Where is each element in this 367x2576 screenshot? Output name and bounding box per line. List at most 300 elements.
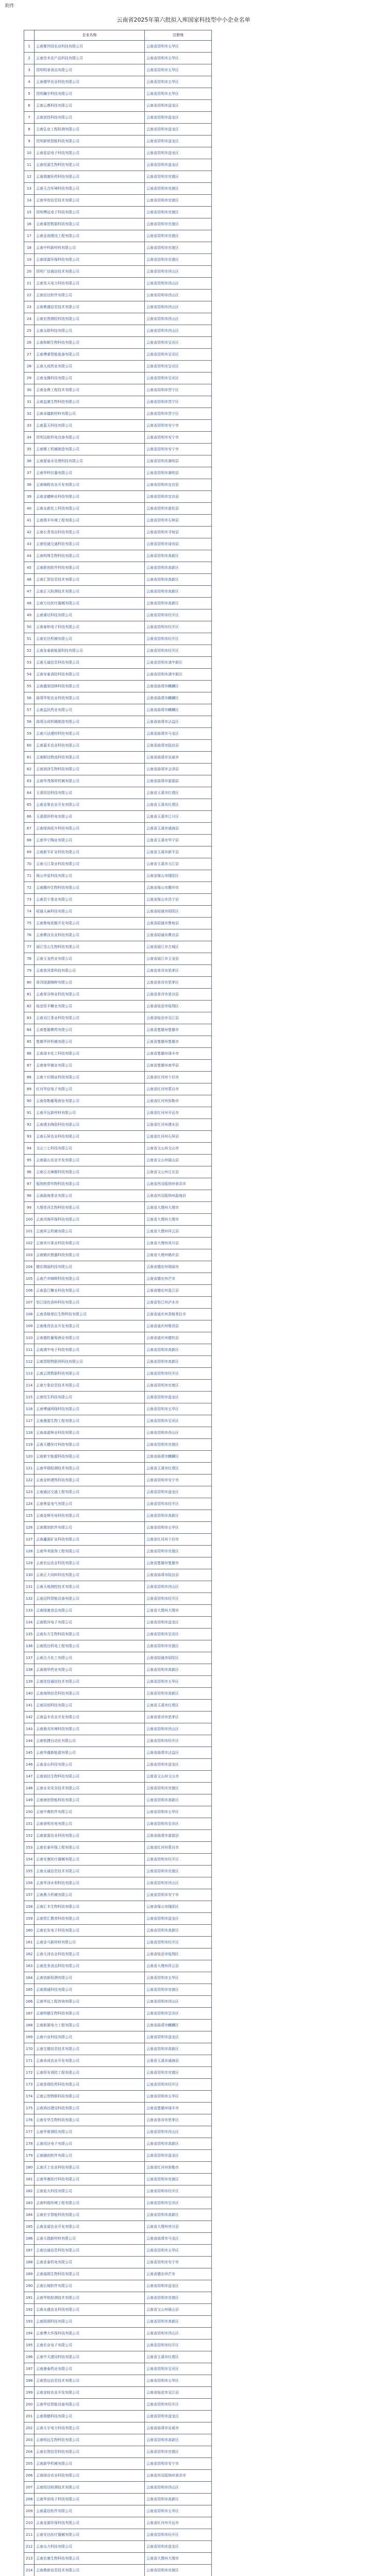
registered-location: 云南省昆明市盘龙区 bbox=[145, 2411, 212, 2422]
row-index: 138 bbox=[24, 1664, 35, 1676]
row-index: 121 bbox=[24, 1463, 35, 1475]
registered-location: 云南省昆明市五华区 bbox=[145, 76, 212, 88]
table-row bbox=[24, 609, 212, 621]
table-row bbox=[24, 2067, 212, 2079]
table-row bbox=[24, 586, 212, 598]
row-index: 205 bbox=[24, 2458, 35, 2470]
table-row bbox=[24, 64, 212, 76]
company-name: 云南润达生物科技有限公司 bbox=[35, 1771, 145, 1783]
registered-location: 云南省红河州石屏县 bbox=[145, 1131, 212, 1143]
registered-location: 云南省德宏州瑞丽市 bbox=[145, 1261, 212, 1273]
row-index: 28 bbox=[24, 361, 35, 372]
table-row bbox=[24, 538, 212, 550]
table-body bbox=[24, 41, 212, 2576]
row-index: 83 bbox=[24, 1012, 35, 1024]
row-index: 2 bbox=[24, 53, 35, 64]
registered-location: 云南省昆明市呈贡区 bbox=[145, 349, 212, 361]
table-row bbox=[24, 1356, 212, 1368]
registered-location: 云南省昆明市官渡区 bbox=[145, 183, 212, 195]
company-name: 云南龙腾科技有限公司 bbox=[35, 372, 145, 384]
company-name: 云南益丰农业开发有限公司 bbox=[35, 1711, 145, 1723]
registered-location: 云南省昆明市经开区 bbox=[145, 1735, 212, 1747]
company-name: 云南康源生物工程有限公司 bbox=[35, 1415, 145, 1427]
table-row bbox=[24, 752, 212, 764]
registered-location: 云南省昆明市官渡区 bbox=[145, 207, 212, 218]
row-index: 15 bbox=[24, 207, 35, 218]
company-name: 云南维西农业开发有限公司 bbox=[35, 1320, 145, 1332]
table-row bbox=[24, 2043, 212, 2055]
company-name: 云南恒生科技有限公司 bbox=[35, 1392, 145, 1403]
row-index: 30 bbox=[24, 384, 35, 396]
registered-location: 云南省昆明市晋宁区 bbox=[145, 408, 212, 420]
row-index: 17 bbox=[24, 230, 35, 242]
table-row bbox=[24, 1842, 212, 1854]
table-row bbox=[24, 1475, 212, 1486]
company-name: 云南星辰电子科技有限公司 bbox=[35, 147, 145, 159]
company-name: 云南永新化工科技有限公司 bbox=[35, 503, 145, 515]
registered-location: 云南省昆明市官渡区 bbox=[145, 2174, 212, 2185]
company-name: 云南明珠生物科技有限公司 bbox=[35, 550, 145, 562]
table-row bbox=[24, 1048, 212, 1060]
row-index: 32 bbox=[24, 408, 35, 420]
table-row bbox=[24, 467, 212, 479]
row-index: 25 bbox=[24, 325, 35, 337]
company-name: 云南华创电子科技有限公司 bbox=[35, 2494, 145, 2505]
company-name: 云南楚雄彝药有限公司 bbox=[35, 1024, 145, 1036]
registered-location: 云南省昆明市官渡区 bbox=[145, 1640, 212, 1652]
row-index: 102 bbox=[24, 1238, 35, 1249]
table-row bbox=[24, 1320, 212, 1332]
registered-location: 云南省昆明市西山区 bbox=[145, 1723, 212, 1735]
company-name: 云南源泉水处理科技有限公司 bbox=[35, 455, 145, 467]
row-index: 201 bbox=[24, 2411, 35, 2422]
company-name: 云南瑞康医药科技有限公司 bbox=[35, 171, 145, 183]
company-name: 云南众联科技有限公司 bbox=[35, 325, 145, 337]
registered-location: 云南省昆明市西山区 bbox=[145, 313, 212, 325]
table-row bbox=[24, 2565, 212, 2576]
registered-location: 云南省昆明市高新区 bbox=[145, 1356, 212, 1368]
registered-location: 云南省大理州祥云县 bbox=[145, 1960, 212, 1972]
registered-location: 云南省昆明市五华区 bbox=[145, 1806, 212, 1818]
row-index: 167 bbox=[24, 2008, 35, 2020]
company-name: 云南普瑞医药科技有限公司 bbox=[35, 2079, 145, 2091]
registered-location: 云南省昆明市晋宁区 bbox=[145, 396, 212, 408]
row-index: 194 bbox=[24, 2328, 35, 2340]
row-index: 4 bbox=[24, 76, 35, 88]
enterprise-table bbox=[24, 30, 212, 2576]
company-name: 云南华美装饰工程有限公司 bbox=[35, 1546, 145, 1557]
company-name: 云南锐捷自动化有限公司 bbox=[35, 1735, 145, 1747]
company-name: 云南昊天电力科技有限公司 bbox=[35, 278, 145, 290]
registered-location: 云南省昆明市安宁市 bbox=[145, 2257, 212, 2268]
table-row bbox=[24, 2328, 212, 2340]
company-name: 云南东方生物科技有限公司 bbox=[35, 1629, 145, 1640]
row-index: 128 bbox=[24, 1546, 35, 1557]
row-index: 185 bbox=[24, 2221, 35, 2233]
table-row bbox=[24, 1510, 212, 1522]
row-index: 97 bbox=[24, 1178, 35, 1190]
table-row bbox=[24, 1498, 212, 1510]
company-name: 云南同达电子有限公司 bbox=[35, 2138, 145, 2150]
table-row bbox=[24, 515, 212, 527]
row-index: 58 bbox=[24, 716, 35, 728]
company-name: 云南金泰新能源科技有限公司 bbox=[35, 645, 145, 657]
company-name: 云南华泽水利科技有限公司 bbox=[35, 1877, 145, 1889]
table-row bbox=[24, 1344, 212, 1356]
company-name: 云南瑞丰环境工程有限公司 bbox=[35, 515, 145, 527]
row-index: 36 bbox=[24, 455, 35, 467]
table-row bbox=[24, 633, 212, 645]
registered-location: 云南省曲靖市麒麟区 bbox=[145, 2020, 212, 2031]
registered-location: 云南省昆明市高新区 bbox=[145, 550, 212, 562]
table-row bbox=[24, 1984, 212, 1996]
company-name: 云南云鼎科技有限公司 bbox=[35, 100, 145, 112]
row-index: 195 bbox=[24, 2340, 35, 2351]
row-index: 110 bbox=[24, 1332, 35, 1344]
registered-location: 云南省昆明市嵩明县 bbox=[145, 455, 212, 467]
table-row bbox=[24, 2233, 212, 2245]
row-index: 44 bbox=[24, 550, 35, 562]
registered-location: 云南省昆明市呈贡区 bbox=[145, 337, 212, 349]
table-row bbox=[24, 1439, 212, 1451]
table-row bbox=[24, 479, 212, 491]
row-index: 203 bbox=[24, 2434, 35, 2446]
table-row bbox=[24, 2434, 212, 2446]
row-index: 82 bbox=[24, 1001, 35, 1012]
registered-location: 云南省昆明市高新区 bbox=[145, 1344, 212, 1356]
company-name: 云南金桥建筑科技有限公司 bbox=[35, 1475, 145, 1486]
row-index: 16 bbox=[24, 218, 35, 230]
registered-location: 云南省昆明市官渡区 bbox=[145, 254, 212, 266]
table-row bbox=[24, 1747, 212, 1759]
company-name: 云南达通信息科技有限公司 bbox=[35, 2245, 145, 2257]
company-name: 云南顺达物流科技有限公司 bbox=[35, 752, 145, 764]
registered-location: 云南省昆明市宜良县 bbox=[145, 491, 212, 503]
registered-location: 云南省曲靖市麒麟区 bbox=[145, 681, 212, 692]
row-index: 68 bbox=[24, 835, 35, 846]
row-index: 114 bbox=[24, 1380, 35, 1392]
company-name: 云南宝德信息技术有限公司 bbox=[35, 2043, 145, 2055]
row-index: 197 bbox=[24, 2363, 35, 2375]
row-index: 209 bbox=[24, 2505, 35, 2517]
company-name: 云南兴达建材科技有限公司 bbox=[35, 728, 145, 740]
table-row bbox=[24, 835, 212, 846]
company-name: 云南宏泰环保工程有限公司 bbox=[35, 1842, 145, 1854]
header-registered-location: 注册地 bbox=[145, 30, 212, 41]
company-name: 楚雄华祥机械有限公司 bbox=[35, 1036, 145, 1048]
table-row bbox=[24, 2103, 212, 2114]
row-index: 57 bbox=[24, 704, 35, 716]
row-index: 192 bbox=[24, 2304, 35, 2316]
row-index: 146 bbox=[24, 1759, 35, 1771]
table-row bbox=[24, 562, 212, 574]
row-index: 175 bbox=[24, 2103, 35, 2114]
table-row bbox=[24, 1664, 212, 1676]
table-row bbox=[24, 88, 212, 100]
table-row bbox=[24, 1866, 212, 1877]
table-row bbox=[24, 2185, 212, 2197]
row-index: 50 bbox=[24, 621, 35, 633]
table-row bbox=[24, 313, 212, 325]
company-name: 云南天泽农业科技有限公司 bbox=[35, 1948, 145, 1960]
table-row bbox=[24, 1569, 212, 1581]
company-name: 云南创新检测有限公司 bbox=[35, 1972, 145, 1984]
registered-location: 云南省昆明市经开区 bbox=[145, 633, 212, 645]
registered-location: 云南省昆明市经开区 bbox=[145, 2399, 212, 2411]
registered-location: 云南省昆明市经开区 bbox=[145, 1937, 212, 1948]
row-index: 39 bbox=[24, 491, 35, 503]
table-row bbox=[24, 1463, 212, 1475]
registered-location: 云南省昆明市宜良县 bbox=[145, 479, 212, 491]
table-row bbox=[24, 1095, 212, 1107]
registered-location: 云南省楚雄州楚雄市 bbox=[145, 1024, 212, 1036]
row-index: 18 bbox=[24, 242, 35, 254]
table-row bbox=[24, 195, 212, 207]
table-row bbox=[24, 681, 212, 692]
company-name: 昆明广信通信技术有限公司 bbox=[35, 266, 145, 278]
table-row bbox=[24, 1629, 212, 1640]
registered-location: 云南省昆明市官渡区 bbox=[145, 1439, 212, 1451]
company-name: 云南香格里拉生物科技有限公司 bbox=[35, 1309, 145, 1320]
company-name: 云南博睿智能装备有限公司 bbox=[35, 349, 145, 361]
registered-location: 云南省红河州弥勒市 bbox=[145, 2162, 212, 2174]
row-index: 85 bbox=[24, 1036, 35, 1048]
registered-location: 云南省昆明市滇中新区 bbox=[145, 669, 212, 681]
company-name: 云南恒安消防工程有限公司 bbox=[35, 2067, 145, 2079]
table-row bbox=[24, 41, 212, 53]
company-name: 云南星火科技有限公司 bbox=[35, 2185, 145, 2197]
company-name: 云南华夏测绘有限公司 bbox=[35, 2126, 145, 2138]
registered-location: 云南省昆明市高新区 bbox=[145, 1794, 212, 1806]
table-row bbox=[24, 2351, 212, 2363]
company-name: 昆明明承食品有限公司 bbox=[35, 64, 145, 76]
table-row bbox=[24, 2340, 212, 2351]
registered-location: 云南省曲靖市麒麟区 bbox=[145, 1451, 212, 1463]
row-index: 172 bbox=[24, 2067, 35, 2079]
company-name: 云南创佳科技有限公司 bbox=[35, 112, 145, 124]
company-name: 云南恒达检测技术有限公司 bbox=[35, 2482, 145, 2494]
row-index: 163 bbox=[24, 1960, 35, 1972]
company-name: 云南通达交通工程有限公司 bbox=[35, 1486, 145, 1498]
table-row bbox=[24, 1723, 212, 1735]
table-row bbox=[24, 278, 212, 290]
registered-location: 云南省曲靖市会泽县 bbox=[145, 764, 212, 775]
registered-location: 云南省昆明市经开区 bbox=[145, 1368, 212, 1380]
table-row bbox=[24, 1534, 212, 1546]
company-name: 云南宏达机械有限公司 bbox=[35, 633, 145, 645]
table-row bbox=[24, 953, 212, 965]
registered-location: 云南省大理州大理市 bbox=[145, 1605, 212, 1617]
company-name: 云南恒通交通科技有限公司 bbox=[35, 538, 145, 550]
row-index: 99 bbox=[24, 1202, 35, 1214]
company-name: 大理苍洱生物科技有限公司 bbox=[35, 1202, 145, 1214]
table-row bbox=[24, 598, 212, 609]
row-index: 206 bbox=[24, 2470, 35, 2482]
row-index: 178 bbox=[24, 2138, 35, 2150]
row-index: 7 bbox=[24, 112, 35, 124]
row-index: 43 bbox=[24, 538, 35, 550]
company-name: 云南微创软件有限公司 bbox=[35, 1522, 145, 1534]
row-index: 94 bbox=[24, 1143, 35, 1155]
company-name: 云南亚泰机电有限公司 bbox=[35, 2257, 145, 2268]
registered-location: 云南省昆明市官渡区 bbox=[145, 2067, 212, 2079]
registered-location: 云南省昆明市高新区 bbox=[145, 1688, 212, 1700]
registered-location: 云南省大理州鹤庆县 bbox=[145, 1249, 212, 1261]
table-row bbox=[24, 728, 212, 740]
table-row bbox=[24, 716, 212, 728]
company-name: 云南汇智信息技术有限公司 bbox=[35, 574, 145, 586]
row-index: 196 bbox=[24, 2351, 35, 2363]
table-row bbox=[24, 1960, 212, 1972]
company-name: 云南元江果业科技有限公司 bbox=[35, 858, 145, 870]
registered-location: 云南省昆明市经开区 bbox=[145, 609, 212, 621]
row-index: 26 bbox=[24, 337, 35, 349]
row-index: 113 bbox=[24, 1368, 35, 1380]
registered-location: 云南省玉溪市红塔区 bbox=[145, 2351, 212, 2363]
row-index: 180 bbox=[24, 2162, 35, 2174]
registered-location: 云南省红河州开远市 bbox=[145, 2517, 212, 2529]
row-index: 204 bbox=[24, 2446, 35, 2458]
company-name: 云南普洱茶科技有限公司 bbox=[35, 965, 145, 977]
row-index: 134 bbox=[24, 1617, 35, 1629]
company-name: 云南华信智能设备有限公司 bbox=[35, 2399, 145, 2411]
row-index: 66 bbox=[24, 811, 35, 823]
table-row bbox=[24, 1546, 212, 1557]
company-name: 云南金鼎工程技术有限公司 bbox=[35, 384, 145, 396]
table-row bbox=[24, 1901, 212, 1913]
row-index: 155 bbox=[24, 1866, 35, 1877]
company-name: 昭通天麻科技有限公司 bbox=[35, 906, 145, 918]
row-index: 133 bbox=[24, 1605, 35, 1617]
row-index: 150 bbox=[24, 1806, 35, 1818]
registered-location: 云南省保山市隆阳区 bbox=[145, 1901, 212, 1913]
table-row bbox=[24, 1131, 212, 1143]
company-name: 云南银河电子有限公司 bbox=[35, 1617, 145, 1629]
row-index: 153 bbox=[24, 1842, 35, 1854]
company-name: 云南蓝天科技有限公司 bbox=[35, 420, 145, 432]
company-name: 丽江雪山生物科技有限公司 bbox=[35, 941, 145, 953]
company-name: 云南益康生物科技有限公司 bbox=[35, 396, 145, 408]
table-row bbox=[24, 218, 212, 230]
row-index: 72 bbox=[24, 882, 35, 894]
row-index: 11 bbox=[24, 159, 35, 171]
row-index: 19 bbox=[24, 254, 35, 266]
registered-location: 云南省昆明市高新区 bbox=[145, 1664, 212, 1676]
company-name: 云南金福农业开发有限公司 bbox=[35, 2221, 145, 2233]
registered-location: 云南省昆明市西山区 bbox=[145, 1581, 212, 1593]
table-row bbox=[24, 2375, 212, 2387]
table-row bbox=[24, 1249, 212, 1261]
row-index: 154 bbox=[24, 1854, 35, 1866]
company-name: 云南万象信息技术有限公司 bbox=[35, 1380, 145, 1392]
company-name: 云南金源环保科技有限公司 bbox=[35, 2517, 145, 2529]
registered-location: 云南省文山州砚山县 bbox=[145, 1155, 212, 1166]
row-index: 199 bbox=[24, 2387, 35, 2399]
row-index: 141 bbox=[24, 1700, 35, 1711]
row-index: 170 bbox=[24, 2043, 35, 2055]
row-index: 1 bbox=[24, 41, 35, 53]
company-name: 云南佳禾农产品科技有限公司 bbox=[35, 53, 145, 64]
registered-location: 云南省昆明市经开区 bbox=[145, 1593, 212, 1605]
registered-location: 云南省昆明市盘龙区 bbox=[145, 159, 212, 171]
table-row bbox=[24, 2091, 212, 2103]
row-index: 40 bbox=[24, 503, 35, 515]
table-row bbox=[24, 1226, 212, 1238]
company-name: 昆明新锐智能科技有限公司 bbox=[35, 135, 145, 147]
table-row bbox=[24, 2138, 212, 2150]
table-row bbox=[24, 384, 212, 396]
table-row bbox=[24, 1297, 212, 1309]
registered-location: 云南省昆明市盘龙区 bbox=[145, 124, 212, 135]
row-index: 45 bbox=[24, 562, 35, 574]
company-name: 云南嘉禾农业科技有限公司 bbox=[35, 740, 145, 752]
registered-location: 云南省昆明市盘龙区 bbox=[145, 1759, 212, 1771]
table-row bbox=[24, 135, 212, 147]
company-name: 云南联创软件科技有限公司 bbox=[35, 562, 145, 574]
table-row bbox=[24, 799, 212, 811]
registered-location: 云南省曲靖市沾益区 bbox=[145, 1747, 212, 1759]
registered-location: 云南省昆明市五华区 bbox=[145, 1403, 212, 1415]
row-index: 101 bbox=[24, 1226, 35, 1238]
table-row bbox=[24, 1368, 212, 1380]
row-index: 117 bbox=[24, 1415, 35, 1427]
registered-location: 云南省玉溪市红塔区 bbox=[145, 799, 212, 811]
row-index: 131 bbox=[24, 1581, 35, 1593]
company-name: 云南智汇教育科技有限公司 bbox=[35, 1913, 145, 1925]
company-name: 云南众诚信息技术有限公司 bbox=[35, 1866, 145, 1877]
company-name: 云南鼎盛信息技术有限公司 bbox=[35, 301, 145, 313]
company-name: 云南同创科技有限公司 bbox=[35, 1700, 145, 1711]
table-row bbox=[24, 1107, 212, 1119]
company-name: 云南天成药业有限公司 bbox=[35, 361, 145, 372]
company-name: 昆明博远电子科技有限公司 bbox=[35, 207, 145, 218]
table-row bbox=[24, 1060, 212, 1072]
registered-location: 云南省昆明市西山区 bbox=[145, 290, 212, 301]
row-index: 123 bbox=[24, 1486, 35, 1498]
registered-location: 云南省大理州大理市 bbox=[145, 1202, 212, 1214]
table-row bbox=[24, 704, 212, 716]
company-name: 云南润泽生物科技有限公司 bbox=[35, 764, 145, 775]
company-name: 云南凯达机电工程有限公司 bbox=[35, 1640, 145, 1652]
row-index: 140 bbox=[24, 1688, 35, 1700]
registered-location: 云南省楚雄州南华县 bbox=[145, 1060, 212, 1072]
registered-location: 云南省大理州宾川县 bbox=[145, 2221, 212, 2233]
table-row bbox=[24, 53, 212, 64]
company-name: 云南智联物联网科技有限公司 bbox=[35, 1356, 145, 1368]
registered-location: 云南省保山市腾冲市 bbox=[145, 882, 212, 894]
row-index: 21 bbox=[24, 278, 35, 290]
company-name: 玉溪瑞祥机电有限公司 bbox=[35, 811, 145, 823]
company-name: 云南永安安全技术有限公司 bbox=[35, 1783, 145, 1794]
row-index: 159 bbox=[24, 1913, 35, 1925]
table-row bbox=[24, 941, 212, 953]
registered-location: 云南省昆明市西山区 bbox=[145, 1996, 212, 2008]
row-index: 179 bbox=[24, 2150, 35, 2162]
row-index: 81 bbox=[24, 989, 35, 1001]
table-row bbox=[24, 2008, 212, 2020]
registered-location: 云南省昆明市滇中新区 bbox=[145, 657, 212, 669]
table-row bbox=[24, 1072, 212, 1083]
registered-location: 云南省昭通市昭阳区 bbox=[145, 906, 212, 918]
table-row bbox=[24, 1688, 212, 1700]
registered-location: 云南省昆明市高新区 bbox=[145, 574, 212, 586]
company-name: 云南佳美食品科技有限公司 bbox=[35, 1960, 145, 1972]
registered-location: 云南省昆明市高新区 bbox=[145, 2494, 212, 2505]
row-index: 3 bbox=[24, 64, 35, 76]
company-name: 云南明远生物科技有限公司 bbox=[35, 2434, 145, 2446]
table-row bbox=[24, 1178, 212, 1190]
company-name: 云南鸿达建设科技有限公司 bbox=[35, 2103, 145, 2114]
